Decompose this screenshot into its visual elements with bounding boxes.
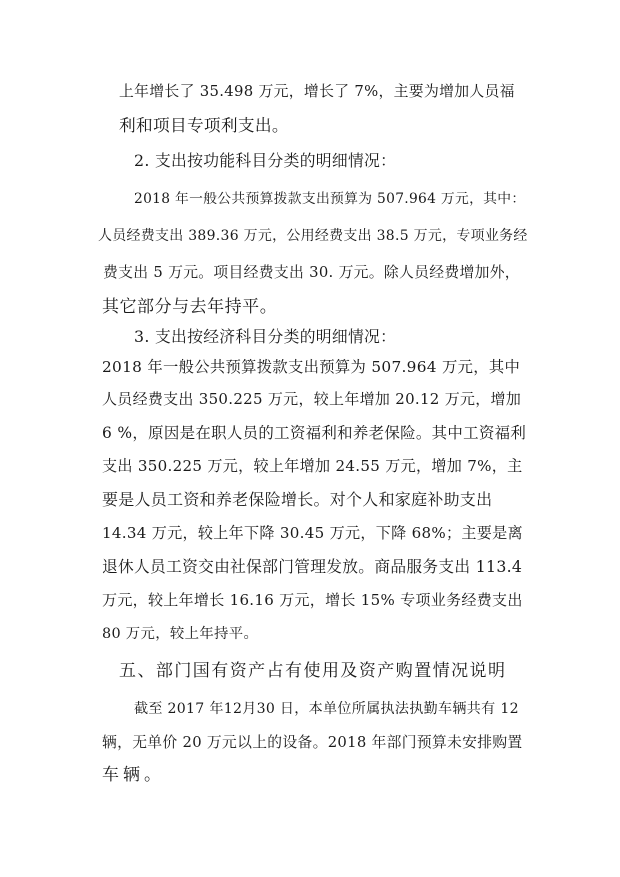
text-line: 利和项目专项利支出。 xyxy=(119,115,289,135)
text-line: 上年增长了 35.498 万元，增长了 7%，主要为增加人员福 xyxy=(119,82,515,100)
subsection-heading: 3. 支出按经济科目分类的明细情况： xyxy=(134,327,397,346)
text-line: 辆，无单价 20 万元以上的设备。2018 年部门预算未安排购置 xyxy=(102,734,523,751)
subsection-heading: 2. 支出按功能科目分类的明细情况： xyxy=(134,151,397,170)
text-line: 14.34 万元，较上年下降 30.45 万元，下降 68%；主要是离 xyxy=(102,524,523,542)
text-line: 万元，较上年增长 16.16 万元，增长 15% 专项业务经费支出 xyxy=(102,591,523,609)
section-heading: 五、部门国有资产占有使用及资产购置情况说明 xyxy=(119,661,507,681)
text-line: 人员经费支出 350.225 万元，较上年增加 20.12 万元，增加 xyxy=(102,390,522,408)
text-line: 其它部分与去年持平。 xyxy=(102,297,278,317)
text-line: 人员经费支出 389.36 万元，公用经费支出 38.5 万元，专项业务经 xyxy=(98,228,528,244)
text-line: 费支出 5 万元。项目经费支出 30. 万元。除人员经费增加外， xyxy=(103,264,520,281)
text-line: 6 %，原因是在职人员的工资福利和养老保险。其中工资福利 xyxy=(102,424,527,442)
text-line: 80 万元，较上年持平。 xyxy=(102,626,259,642)
text-line: 2018 年一般公共预算拨款支出预算为 507.964 万元，其中 xyxy=(102,358,521,376)
text-line: 退休人员工资交由社保部门管理发放。商品服务支出 113.4 xyxy=(102,557,523,576)
text-line: 要是人员工资和养老保险增长。对个人和家庭补助支出 xyxy=(102,490,493,509)
text-line: 2018 年一般公共预算拨款支出预算为 507.964 万元，其中： xyxy=(134,191,526,207)
text-line: 支出 350.225 万元，较上年增加 24.55 万元，增加 7%，主 xyxy=(102,457,523,475)
text-line: 截至 2017 年12月30 日，本单位所属执法执勤车辆共有 12 xyxy=(134,701,519,717)
text-line: 车辆。 xyxy=(102,765,165,785)
